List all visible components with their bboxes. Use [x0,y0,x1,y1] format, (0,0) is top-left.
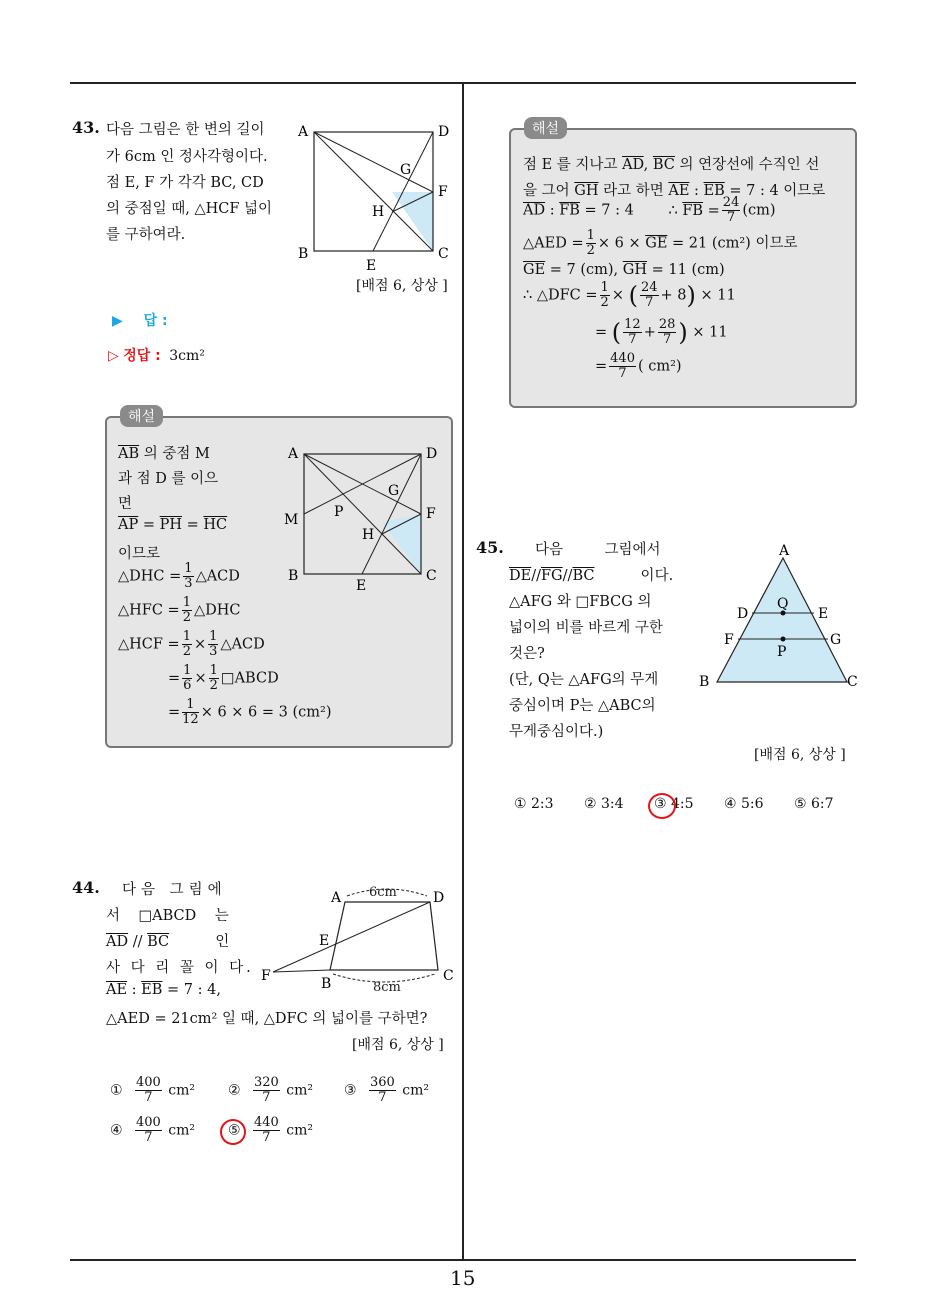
fig-label-h: H [362,527,375,543]
correct-value: 3cm² [169,348,205,364]
fig-label-m: M [284,512,299,528]
fig-label-c: C [443,968,454,984]
expl-line: $\overline{AB}$ 의 중점 M [118,446,210,462]
q43-text-line: 점 E, F 가 각각 BC, CD [106,175,264,191]
fig-label-f: F [426,506,436,522]
q45-choice-3[interactable]: ③ 4:5 [654,796,694,812]
q45-source: [배점 6, 상상 ] [754,747,846,763]
correct-label: 정답 : [123,348,161,364]
expl-line: $\overline{GE} = 7$ (cm), $\overline{GH} = 11$ (cm) [523,262,725,278]
fig-label-a: A [288,446,299,462]
answer-label[interactable]: 답 : [143,313,168,329]
q44-text-line: 다음 그림에 [122,882,227,898]
q45-choice-2[interactable]: ② 3:4 [584,796,624,812]
expl-line: △AED = $\frac{1}{2}$ × $6 \times \overline{GE} = 21$ (cm²) 이므로 [523,228,798,258]
page-number: 15 [450,1266,476,1290]
fig-label-c: C [426,568,437,584]
choice-4[interactable]: ④ $\frac{400}{7}$ cm² [110,1115,196,1145]
correct-answer-row [108,345,205,365]
expl-line: $\overline{AP} = \overline{PH} = \overline{HC}$ [118,517,228,533]
q45-choice-1[interactable]: ① 2:3 [514,796,554,812]
q45-text-line: 무게중심이다.) [509,724,604,740]
fig-label-f: F [724,632,734,648]
fig-label-d: D [426,446,438,462]
q43-text-line: 를 구하여라. [106,227,186,243]
q45-choice-4[interactable]: ④ 5:6 [724,796,764,812]
play-arrow-icon: ▶ [112,313,123,329]
fig-label-bottom: 8cm [373,980,401,995]
fig-label-g: G [830,632,842,648]
fig-label-d: D [433,890,445,906]
expl-line: $\overline{AD}$ : $\overline{FB} = 7$ : 4 ∴ $\overline{FB}$ = $\frac{24}{7}$ (cm) [523,195,776,225]
fig-label-e: E [366,258,377,274]
triangle-outline-icon: ▷ [108,348,119,364]
q45-text-line: 넓이의 비를 바르게 구한 [509,620,663,636]
eq4: = $\frac{1}{6}$ × $\frac{1}{2}$ □ABCD [168,663,279,693]
choice-5[interactable]: ⑤ $\frac{440}{7}$ cm² [228,1115,314,1145]
expl-line: ∴ △DFC = $\frac{1}{2}$ × ( $\frac{24}{7}$ + 8) × 11 [523,280,736,310]
q43-explanation-figure [282,440,447,600]
fig-label-b: B [321,976,332,992]
eq3: △HCF = $\frac{1}{2}$ × $\frac{1}{3}$ △ACD [118,629,265,659]
fig-label-e: E [818,606,829,622]
answer-row [112,310,168,330]
q45-text-line: △AFG 와 □FBCG 의 [509,594,652,610]
fig-label-top: 6cm [369,885,397,900]
fig-label-p: P [334,504,344,520]
fig-label-e: E [319,933,330,949]
fig-label-a: A [298,124,309,140]
q45-text-line: 다음 그림에서 [535,542,661,558]
fig-label-e: E [356,578,367,594]
fig-label-c: C [438,246,449,262]
q45-text-line: 것은? [509,646,545,662]
fig-label-b: B [288,568,299,584]
q43-explanation-tag: 해설 [120,405,163,427]
q44-number: 44. [72,878,100,897]
fig-label-b: B [298,246,309,262]
q44-figure [255,880,460,995]
q44-text-line: 사 다 리 꼴 이 다. [106,960,254,976]
q43-text-line: 다음 그림은 한 변의 길이 [106,122,265,138]
q45-number: 45. [476,538,504,557]
eq1: △DHC = $\frac{1}{3}$ △ACD [118,561,240,591]
fig-label-a: A [779,543,790,559]
eq5: = $\frac{1}{12}$ × 6 × 6 = 3 (cm²) [168,697,332,727]
fig-label-d: D [438,124,450,140]
q45-text-line: (단, Q는 △AFG의 무게 [509,672,659,688]
fig-label-h: H [372,204,385,220]
fig-label-g: G [400,162,412,178]
fig-label-g: G [388,483,400,499]
q44-last-line: △AED = 21cm² 일 때, △DFC 의 넓이를 구하면? [106,1011,428,1027]
expl-line: = ( $\frac{12}{7}$ + $\frac{28}{7}$ ) × 11 [595,317,728,347]
expl-line: 과 점 D 를 이으 [118,471,219,487]
fig-label-c: C [847,674,858,690]
expl-line: 이므로 [118,546,161,562]
eq2: △HFC = $\frac{1}{2}$ △DHC [118,595,241,625]
expl-line: 면 [118,496,133,512]
q45-choice-5[interactable]: ⑤ 6:7 [794,796,834,812]
q45-figure [695,540,865,695]
q44-text-line: 서 □ABCD 는 [106,908,229,924]
fig-label-q: Q [777,596,789,612]
choice-3[interactable]: ③ $\frac{360}{7}$ cm² [344,1075,430,1105]
fig-label-f: F [261,968,271,984]
q43-text-line: 가 6cm 인 정사각형이다. [106,149,268,165]
column-divider [462,84,464,1260]
q44-text-line: $\overline{AD} // \overline{BC}$ 인 [106,934,230,950]
expl-line: = $\frac{440}{7}$ ( cm²) [595,351,682,381]
q45-text-line: $\overline{DE}//\overline{FG}//\overline{BC}$ 이다. [509,568,674,584]
q43-figure [290,118,460,278]
fig-label-b: B [699,674,710,690]
q43-text-line: 의 중점일 때, △HCF 넓이 [106,201,273,217]
fig-label-p: P [777,644,787,660]
q44-text-line: $\overline{AE}$ : $\overline{EB} = 7$ : 4, [106,982,221,998]
choice-2[interactable]: ② $\frac{320}{7}$ cm² [228,1075,314,1105]
expl-line: 을 그어 $\overline{GH}$ 라고 하면 $\overline{AE}$ : $\overline{EB} = 7$ : 4 이므로 [523,183,826,199]
fig-label-d: D [737,606,749,622]
selected-answer-circle [648,793,676,819]
choice-1[interactable]: ① $\frac{400}{7}$ cm² [110,1075,196,1105]
selected-answer-circle [220,1119,246,1145]
q43-source: [배점 6, 상상 ] [356,278,448,294]
q45-text-line: 중심이며 P는 △ABC의 [509,698,656,714]
fig-label-f: F [438,184,448,200]
expl-line: 점 E 를 지나고 $\overline{AD}$, $\overline{BC}$ 의 연장선에 수직인 선 [523,157,820,173]
q44-source: [배점 6, 상상 ] [352,1037,444,1053]
fig-label-a: A [331,890,342,906]
bottom-rule [70,1259,856,1261]
q44-explanation-tag: 해설 [524,117,567,139]
q43-number: 43. [72,118,100,137]
